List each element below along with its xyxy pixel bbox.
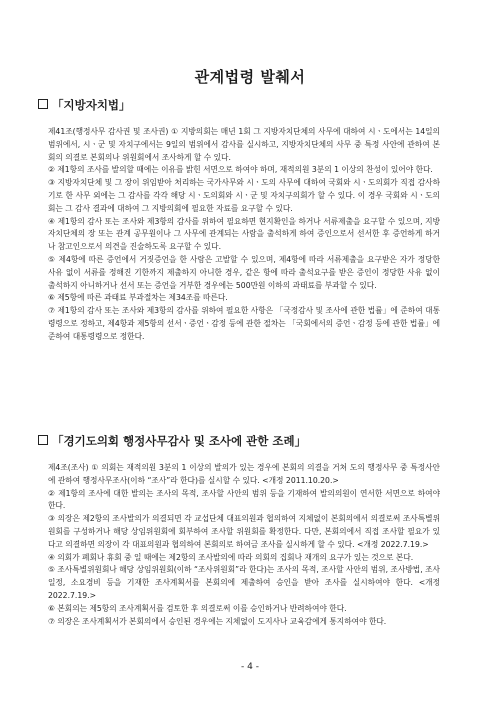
section-heading-gyeonggi-ordinance — [38, 433, 306, 449]
article-41-para-4: ④ 제1항의 감사 또는 조사와 제3항의 감사를 위하여 필요하면 현지확인을 하거나 서류제출을 요구할 수 있으며, 지방자치단체의 장 또는 관계 공무원이나 그 사무에 관계되는 사람을 출석하게 하여 증인으로서 선서한 후 증언하게 하거나 참고인으로서 의견을 진술하도록 요구할 수 있다. — [48, 216, 440, 252]
section-body-gyeonggi-ordinance — [48, 462, 440, 628]
page-title: 관계법령 발췌서 — [194, 68, 306, 86]
square-bullet-icon — [38, 435, 48, 445]
page-number: - 4 - — [241, 662, 259, 672]
article-4-para-5: ⑤ 조사특별위원회나 해당 상임위원회(이하 “조사위원회”라 한다)는 조사의 목적, 조사할 사안의 범위, 조사방법, 조사일정, 소요경비 등을 기재한 조사계획서를 본회의에 제출하여 승인을 받아 조사를 실시하여야 한다. <개정 2022.7.19.> — [48, 565, 440, 600]
section-body-local-autonomy-act — [48, 126, 440, 344]
article-41-para-1: 제41조(행정사무 감사권 및 조사권) ① 지방의회는 매년 1회 그 지방자치단체의 사무에 대하여 시ㆍ도에서는 14일의 범위에서, 시ㆍ군 및 자치구에서는 9일의 범위에서 감사를 실시하고, 지방자치단체의 사무 중 특정 사안에 관하여 본회의 의결로 본회의나 위원회에서 조사하게 할 수 있다. — [48, 127, 440, 162]
section-heading-local-autonomy-act — [38, 97, 131, 113]
article-4-para-1: 제4조(조사) ① 의회는 재적의원 3분의 1 이상의 발의가 있는 경우에 본회의 의결을 거쳐 도의 행정사무 중 특정사안에 관하여 행정사무조사(이하 “조사”라 한다)를 실시할 수 있다. <개정 2011.10.20.> — [48, 463, 440, 485]
article-41-para-6: ⑥ 제5항에 따른 과태료 부과절차는 제34조를 따른다. — [48, 293, 228, 303]
article-41-para-7: ⑦ 제1항의 감사 또는 조사와 제3항의 감사를 위하여 필요한 사항은 「국정감사 및 조사에 관한 법률」에 준하여 대통령령으로 정하고, 제4항과 제5항의 선서ㆍ증언ㆍ감정 등에 관한 절차는 「국회에서의 증언ㆍ감정 등에 관한 법률」에 준하여 대통령령으로 정한다. — [48, 306, 440, 341]
article-41-para-3: ③ 지방자치단체 및 그 장이 위임받아 처리하는 국가사무와 시ㆍ도의 사무에 대하여 국회와 시ㆍ도의회가 직접 감사하기로 한 사무 외에는 그 감사를 각각 해당 시ㆍ도의회와 시ㆍ군 및 자치구의회가 할 수 있다. 이 경우 국회와 시ㆍ도의회는 그 감사 결과에 대하여 그 지방의회에 필요한 자료를 요구할 수 있다. — [48, 178, 440, 213]
article-41-para-5: ⑤ 제4항에 따른 증언에서 거짓증언을 한 사람은 고발할 수 있으며, 제4항에 따라 서류제출을 요구받은 자가 정당한 사유 없이 서류를 정해진 기한까지 제출하지 아니한 경우, 같은 항에 따라 출석요구를 받은 증인이 정당한 사유 없이 출석하지 아니하거나 선서 또는 증언을 거부한 경우에는 500만원 이하의 과태료를 부과할 수 있다. — [48, 254, 440, 290]
square-bullet-icon — [38, 99, 48, 109]
article-4-para-7: ⑦ 의장은 조사계획서가 본회의에서 승인된 경우에는 지체없이 도지사나 교육감에게 통지하여야 한다. — [48, 616, 387, 626]
article-41-para-2: ② 제1항의 조사를 발의할 때에는 이유를 밝힌 서면으로 하여야 하며, 재적의원 3분의 1 이상의 찬성이 있어야 한다. — [48, 165, 433, 175]
article-4-para-4: ④ 의회가 폐회나 휴회 중 일 때에는 제2항의 조사발의에 따라 의회의 집회나 재개의 요구가 있는 것으로 본다. — [48, 552, 414, 562]
section-heading-text: 「지방자치법」 — [52, 98, 131, 112]
article-4-para-2: ② 제1항의 조사에 대한 발의는 조사의 목적, 조사할 사안의 범위 등을 기재하여 발의의원이 연서한 서면으로 하여야 한다. — [48, 488, 440, 511]
section-heading-text: 「경기도의회 행정사무감사 및 조사에 관한 조례」 — [52, 434, 307, 448]
article-4-para-6: ⑥ 본회의는 제5항의 조사계획서를 검토한 후 의결로써 이를 승인하거나 반려하여야 한다. — [48, 603, 347, 613]
article-4-para-3: ③ 의장은 제2항의 조사발의가 의결되면 각 교섭단체 대표의원과 협의하여 지체없이 본회의에서 의결로써 조사특별위원회를 구성하거나 해당 상임위원회에 회부하여 조사할 위원회를 확정한다. 다만, 본회의에서 직접 조사할 필요가 있다고 의결하면 의장이 각 대표의원과 협의하여 본회의로 하여금 조사를 실시하게 할 수 있다. <개정 2022.7.19.> — [48, 514, 440, 549]
